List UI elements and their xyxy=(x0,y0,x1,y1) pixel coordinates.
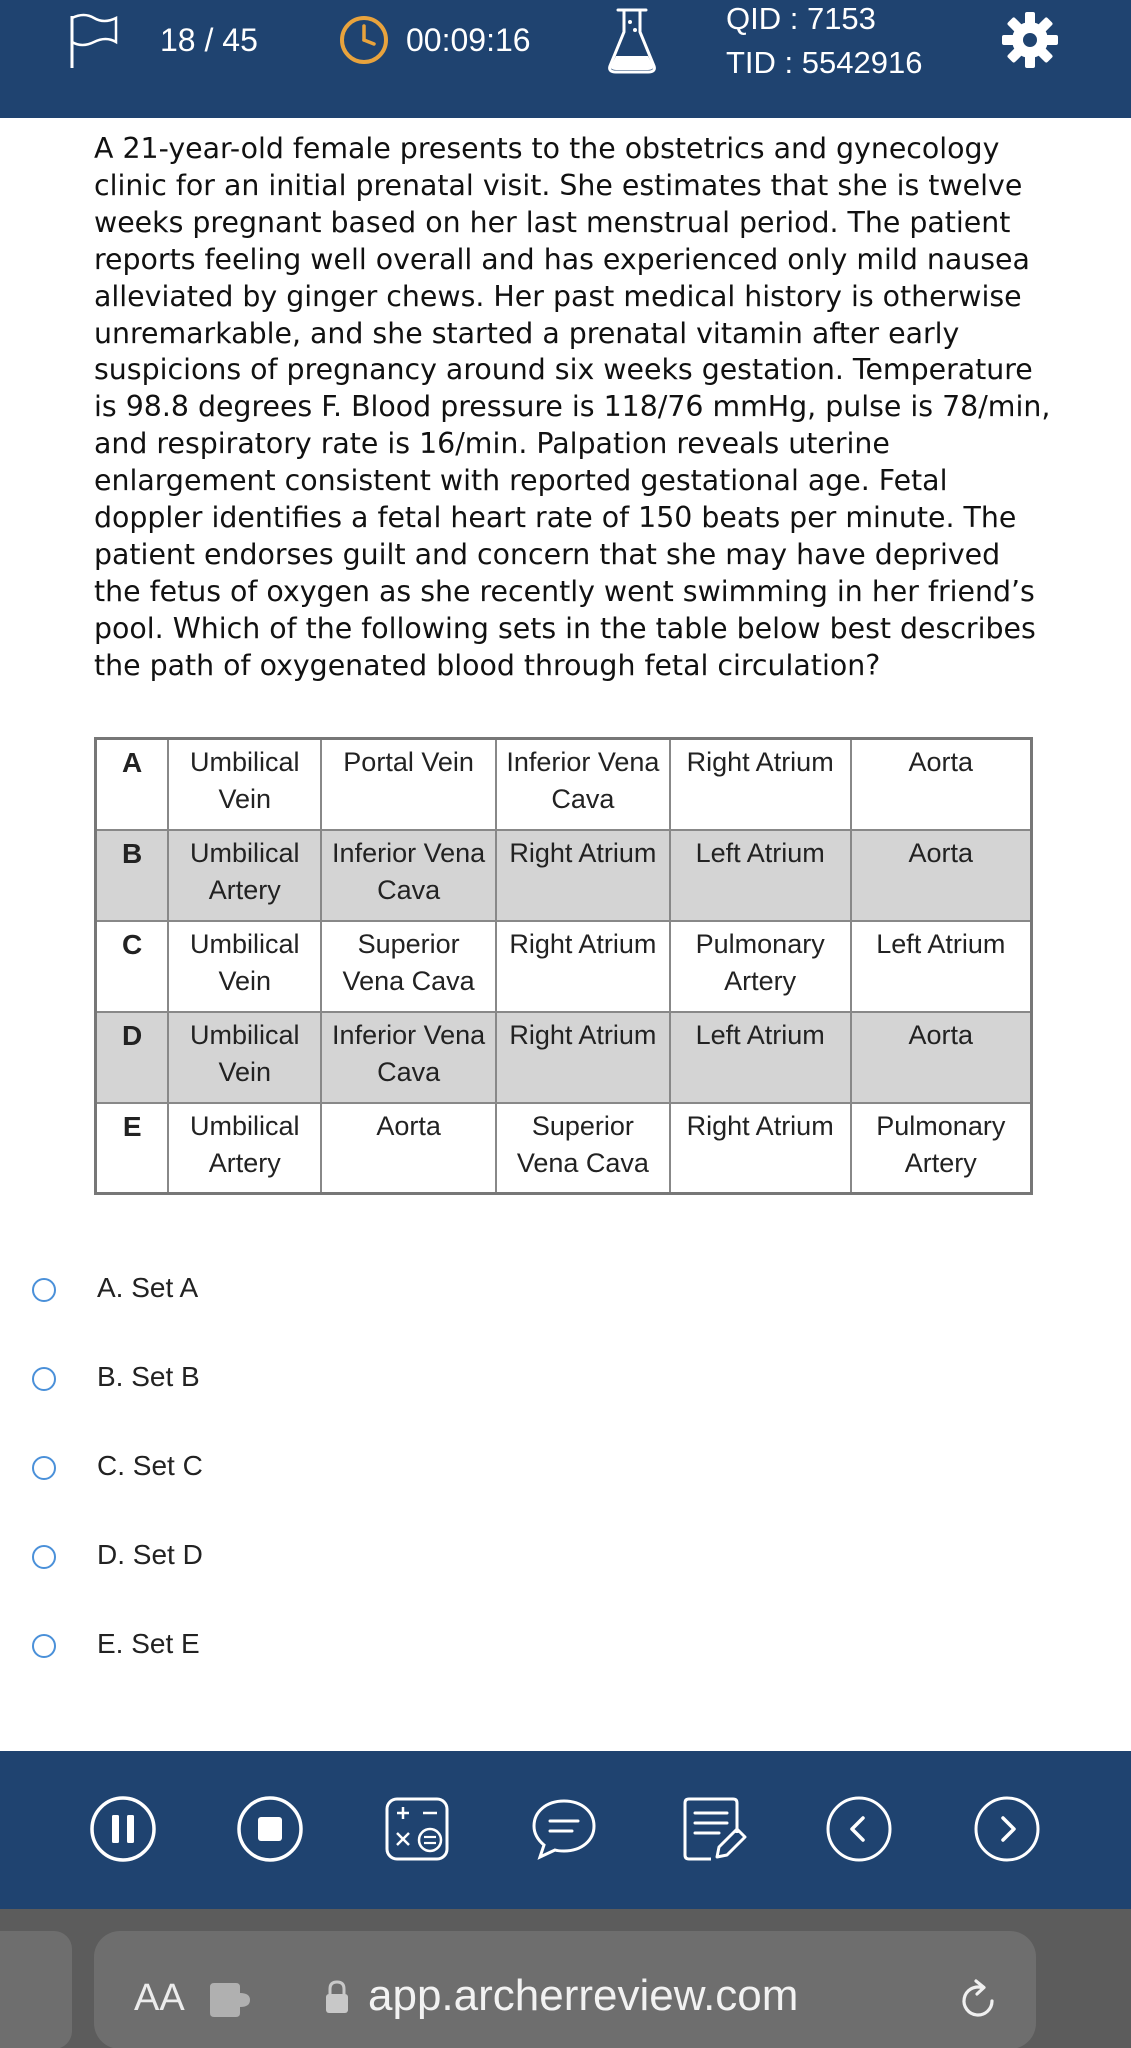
table-cell: Superior Vena Cava xyxy=(496,1103,670,1194)
question-counter: 18 / 45 xyxy=(160,22,258,58)
lock-icon xyxy=(324,1979,350,2015)
chat-icon[interactable] xyxy=(528,1793,600,1865)
option-label[interactable]: E. Set E xyxy=(97,1628,200,1659)
table-cell: Aorta xyxy=(851,1012,1032,1103)
table-cell: Aorta xyxy=(851,739,1032,830)
text-size-button[interactable]: AA xyxy=(134,1977,185,2019)
table-cell: Right Atrium xyxy=(496,830,670,921)
table-cell: Umbilical Vein xyxy=(168,1012,321,1103)
pause-icon[interactable] xyxy=(87,1793,159,1865)
previous-icon[interactable] xyxy=(823,1793,895,1865)
set-letter: B xyxy=(96,830,169,921)
set-letter: C xyxy=(96,921,169,1012)
option-label[interactable]: B. Set B xyxy=(97,1361,200,1392)
table-cell: Right Atrium xyxy=(670,1103,851,1194)
table-cell: Left Atrium xyxy=(670,830,851,921)
set-letter: E xyxy=(96,1103,169,1194)
extension-icon[interactable] xyxy=(206,1981,252,2019)
flag-icon[interactable] xyxy=(66,12,122,70)
radio-button[interactable] xyxy=(32,1367,56,1391)
set-letter: A xyxy=(96,739,169,830)
table-row xyxy=(96,830,1032,921)
table-cell: Right Atrium xyxy=(496,1012,670,1103)
browser-tab-preview[interactable] xyxy=(0,1931,72,2048)
table-row xyxy=(96,921,1032,1012)
answer-option-b[interactable] xyxy=(0,1349,1131,1409)
sets-table xyxy=(94,737,1033,1195)
radio-button[interactable] xyxy=(32,1545,56,1569)
qid-label: QID : 7153 xyxy=(726,1,876,36)
table-row xyxy=(96,1012,1032,1103)
table-cell: Inferior Vena Cava xyxy=(321,830,496,921)
table-cell: Pulmonary Artery xyxy=(851,1103,1032,1194)
notes-icon[interactable] xyxy=(675,1793,747,1865)
table-cell: Umbilical Artery xyxy=(168,1103,321,1194)
table-cell: Superior Vena Cava xyxy=(321,921,496,1012)
table-row xyxy=(96,739,1032,830)
radio-button[interactable] xyxy=(32,1278,56,1302)
table-cell: Umbilical Artery xyxy=(168,830,321,921)
url-text[interactable]: app.archerreview.com xyxy=(368,1971,799,2020)
table-cell: Inferior Vena Cava xyxy=(321,1012,496,1103)
radio-button[interactable] xyxy=(32,1634,56,1658)
table-cell: Aorta xyxy=(851,830,1032,921)
table-cell: Umbilical Vein xyxy=(168,739,321,830)
browser-bar xyxy=(0,1909,1131,2048)
table-cell: Right Atrium xyxy=(670,739,851,830)
answer-option-e[interactable] xyxy=(0,1616,1131,1676)
answer-option-d[interactable] xyxy=(0,1527,1131,1587)
tid-label: TID : 5542916 xyxy=(726,45,923,80)
lab-values-icon[interactable] xyxy=(604,4,660,76)
option-label[interactable]: D. Set D xyxy=(97,1539,203,1570)
table-cell: Inferior Vena Cava xyxy=(496,739,670,830)
answer-option-c[interactable] xyxy=(0,1438,1131,1498)
option-label[interactable]: A. Set A xyxy=(97,1272,199,1303)
table-cell: Right Atrium xyxy=(496,921,670,1012)
table-cell: Aorta xyxy=(321,1103,496,1194)
table-cell: Left Atrium xyxy=(851,921,1032,1012)
stop-icon[interactable] xyxy=(234,1793,306,1865)
answer-option-a[interactable] xyxy=(0,1260,1131,1320)
table-row xyxy=(96,1103,1032,1194)
bottom-toolbar xyxy=(0,1751,1131,1909)
set-letter: D xyxy=(96,1012,169,1103)
next-icon[interactable] xyxy=(971,1793,1043,1865)
table-cell: Umbilical Vein xyxy=(168,921,321,1012)
table-cell: Pulmonary Artery xyxy=(670,921,851,1012)
calculator-icon[interactable] xyxy=(381,1793,453,1865)
clock-icon xyxy=(338,14,390,66)
gear-icon[interactable] xyxy=(1000,10,1060,70)
radio-button[interactable] xyxy=(32,1456,56,1480)
reload-icon[interactable] xyxy=(956,1979,1000,2023)
timer: 00:09:16 xyxy=(406,22,531,58)
option-label[interactable]: C. Set C xyxy=(97,1450,203,1481)
top-header xyxy=(0,0,1131,118)
table-cell: Left Atrium xyxy=(670,1012,851,1103)
question-stem: A 21-year-old female presents to the obstetrics and gynecology clinic for an initial prenatal visit. She estimates that she is twelve weeks pregnant based on her last menstrual period. The patient reports feeling well overall and has experienced only mild nausea alleviated by ginger chews. Her past medical history is otherwise unremarkable, and she started a prenatal vitamin after early suspicions of pregnancy around six weeks gestation. Temperature is 98.8 degrees F. Blood pressure is 118/76 mmHg, pulse is 78/min, and respiratory rate is 16/min. Palpation reveals uterine enlargement consistent with reported gestational age. Fetal doppler identifies a fetal heart rate of 150 beats per minute. The patient endorses guilt and concern that she may have deprived the fetus of oxygen as she recently went swimming in her friend’s pool. Which of the following sets in the table below best describes the path of oxygenated blood through fetal circulation? xyxy=(94,132,1051,682)
table-cell: Portal Vein xyxy=(321,739,496,830)
